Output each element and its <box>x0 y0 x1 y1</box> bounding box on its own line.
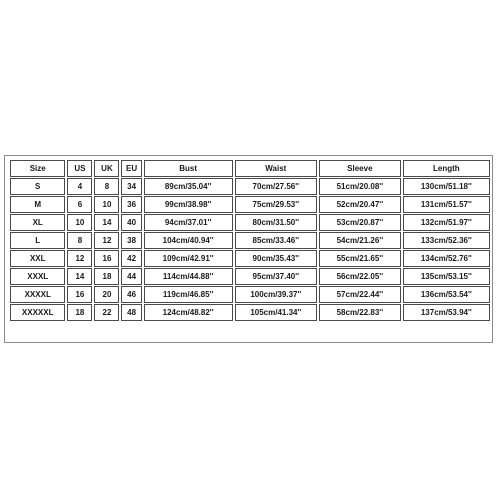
cell-bust: 104cm/40.94'' <box>144 232 233 249</box>
cell-us: 12 <box>67 250 92 267</box>
size-chart-frame <box>4 155 493 343</box>
cell-uk: 10 <box>94 196 119 213</box>
header-cell-bust: Bust <box>144 160 233 177</box>
cell-us: 16 <box>67 286 92 303</box>
size-chart-body <box>10 160 490 321</box>
cell-us: 8 <box>67 232 92 249</box>
cell-eu: 34 <box>121 178 141 195</box>
cell-size: XXXXXL <box>10 304 65 321</box>
cell-length: 136cm/53.54'' <box>403 286 490 303</box>
cell-eu: 46 <box>121 286 141 303</box>
cell-uk: 20 <box>94 286 119 303</box>
cell-size: XXL <box>10 250 65 267</box>
cell-sleeve: 55cm/21.65'' <box>319 250 401 267</box>
header-cell-us: US <box>67 160 92 177</box>
cell-waist: 70cm/27.56'' <box>235 178 318 195</box>
cell-sleeve: 53cm/20.87'' <box>319 214 401 231</box>
cell-waist: 95cm/37.40'' <box>235 268 318 285</box>
cell-uk: 14 <box>94 214 119 231</box>
cell-uk: 12 <box>94 232 119 249</box>
cell-uk: 22 <box>94 304 119 321</box>
cell-length: 137cm/53.94'' <box>403 304 490 321</box>
cell-length: 133cm/52.36'' <box>403 232 490 249</box>
header-cell-length: Length <box>403 160 490 177</box>
table-row <box>10 268 490 285</box>
cell-uk: 8 <box>94 178 119 195</box>
cell-us: 14 <box>67 268 92 285</box>
header-cell-eu: EU <box>121 160 141 177</box>
cell-sleeve: 52cm/20.47'' <box>319 196 401 213</box>
header-cell-sleeve: Sleeve <box>319 160 401 177</box>
cell-sleeve: 54cm/21.26'' <box>319 232 401 249</box>
cell-bust: 99cm/38.98'' <box>144 196 233 213</box>
header-cell-size: Size <box>10 160 65 177</box>
cell-sleeve: 56cm/22.05'' <box>319 268 401 285</box>
cell-bust: 89cm/35.04'' <box>144 178 233 195</box>
cell-bust: 114cm/44.88'' <box>144 268 233 285</box>
cell-sleeve: 58cm/22.83'' <box>319 304 401 321</box>
cell-length: 134cm/52.76'' <box>403 250 490 267</box>
cell-size: XL <box>10 214 65 231</box>
cell-eu: 36 <box>121 196 141 213</box>
table-row <box>10 214 490 231</box>
header-cell-uk: UK <box>94 160 119 177</box>
table-row <box>10 178 490 195</box>
cell-uk: 18 <box>94 268 119 285</box>
cell-size: XXXL <box>10 268 65 285</box>
cell-size: S <box>10 178 65 195</box>
table-header-row <box>10 160 490 177</box>
cell-waist: 90cm/35.43'' <box>235 250 318 267</box>
table-row <box>10 304 490 321</box>
cell-eu: 44 <box>121 268 141 285</box>
cell-us: 18 <box>67 304 92 321</box>
cell-bust: 119cm/46.85'' <box>144 286 233 303</box>
cell-eu: 38 <box>121 232 141 249</box>
cell-bust: 124cm/48.82'' <box>144 304 233 321</box>
cell-sleeve: 51cm/20.08'' <box>319 178 401 195</box>
cell-size: XXXXL <box>10 286 65 303</box>
cell-uk: 16 <box>94 250 119 267</box>
cell-length: 130cm/51.18'' <box>403 178 490 195</box>
cell-length: 132cm/51.97'' <box>403 214 490 231</box>
cell-waist: 80cm/31.50'' <box>235 214 318 231</box>
table-row <box>10 196 490 213</box>
cell-sleeve: 57cm/22.44'' <box>319 286 401 303</box>
cell-size: M <box>10 196 65 213</box>
cell-waist: 100cm/39.37'' <box>235 286 318 303</box>
cell-size: L <box>10 232 65 249</box>
cell-waist: 105cm/41.34'' <box>235 304 318 321</box>
cell-eu: 48 <box>121 304 141 321</box>
cell-us: 6 <box>67 196 92 213</box>
table-row <box>10 250 490 267</box>
cell-waist: 75cm/29.53'' <box>235 196 318 213</box>
cell-bust: 109cm/42.91'' <box>144 250 233 267</box>
cell-length: 135cm/53.15'' <box>403 268 490 285</box>
cell-us: 4 <box>67 178 92 195</box>
cell-eu: 42 <box>121 250 141 267</box>
size-chart-table <box>8 159 492 322</box>
cell-length: 131cm/51.57'' <box>403 196 490 213</box>
cell-eu: 40 <box>121 214 141 231</box>
header-cell-waist: Waist <box>235 160 318 177</box>
table-row <box>10 232 490 249</box>
table-row <box>10 286 490 303</box>
cell-waist: 85cm/33.46'' <box>235 232 318 249</box>
cell-us: 10 <box>67 214 92 231</box>
cell-bust: 94cm/37.01'' <box>144 214 233 231</box>
